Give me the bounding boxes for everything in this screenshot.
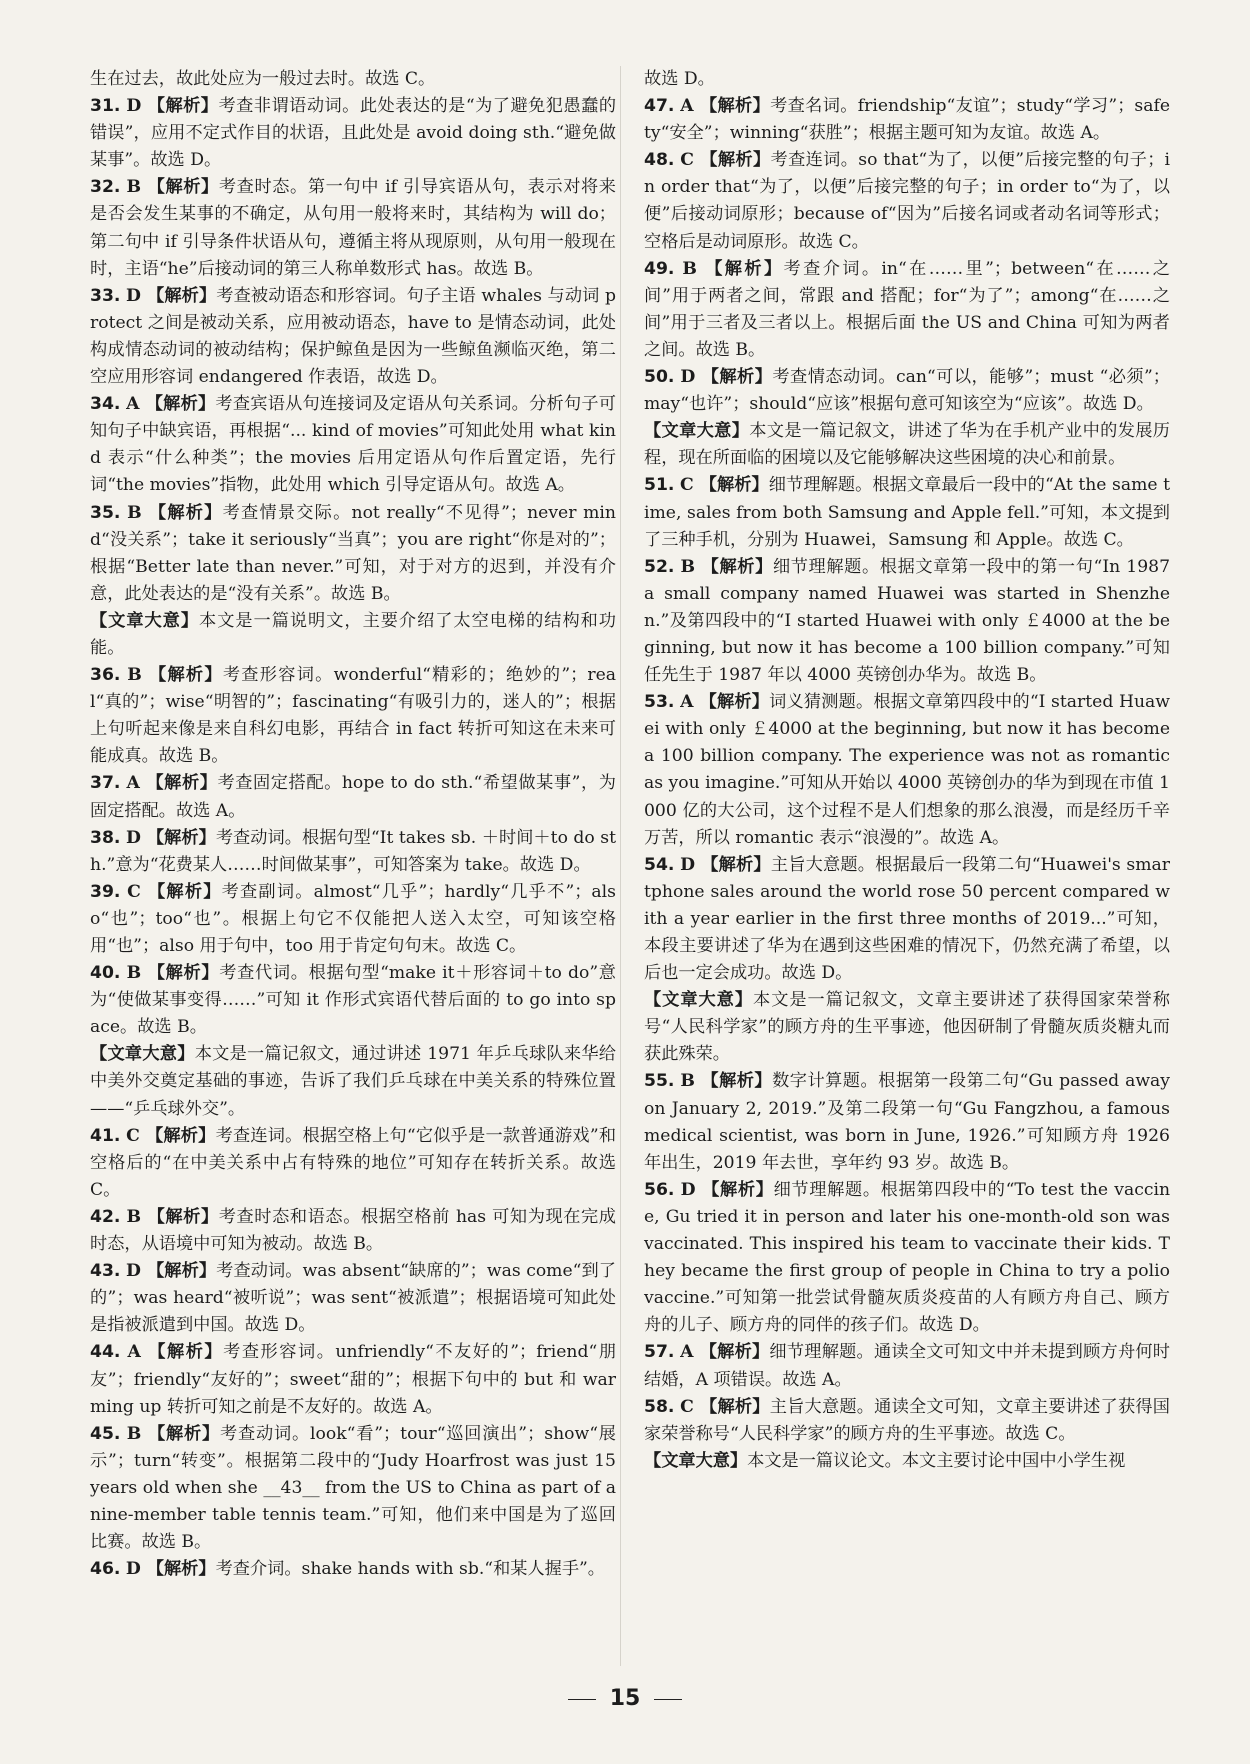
- entry-text: 考查连词。根据空格上句“它似乎是一款普通游戏”和空格后的“在中美关系中占有特殊的地位”可知存在转折关系。故选 C。: [90, 1125, 617, 1200]
- answer-entry: [644, 66, 1170, 93]
- answer-tag: A 【解析】: [680, 1342, 770, 1363]
- entry-text: 考查被动语态和形容词。句子主语 whales 与动词 protect 之间是被动关系，应用被动语态，have to 是情态动词，此处构成情态动词的被动结构；保护鲸鱼是因为一些鲸鱼濒临灭绝，第二空应用形容词 endangered 作表语，故选 D。: [90, 285, 617, 388]
- passage-summary: [644, 418, 1170, 472]
- answer-tag: D 【解析】: [126, 96, 219, 117]
- question-number: 50.: [644, 367, 675, 388]
- answer-entry: [644, 364, 1170, 418]
- entry-text: 考查情景交际。not really“不见得”；never mind“没关系”；take it seriously“当真”；you are right“你是对的”；根据“Better late than never.”可知，对于对方的迟到，并没有介意，此处表达的是“没有关系”。故选 B。: [90, 502, 617, 604]
- page-footer: [0, 1686, 1250, 1711]
- question-number: 32.: [90, 177, 121, 198]
- answer-entry: [90, 1556, 616, 1583]
- answer-entry: [644, 554, 1170, 689]
- question-number: 55.: [644, 1071, 675, 1092]
- question-number: 49.: [644, 258, 675, 279]
- question-number: 38.: [90, 827, 121, 848]
- question-number: 48.: [644, 150, 675, 171]
- entry-text: 考查动词。look“看”；tour“巡回演出”；show“展示”；turn“转变”。根据第二段中的“Judy Hoarfrost was just 15 years old when she __43__ from the US to China as part of a nine-member table tennis team.”可知，他们来中国是为了巡回比赛。故选 B。: [90, 1423, 616, 1553]
- entry-text: 细节理解题。通读全文可知文中并未提到顾方舟何时结婚，A 项错误。故选 A。: [644, 1342, 1170, 1390]
- answer-entry: [90, 825, 616, 879]
- passage-summary: [644, 987, 1170, 1068]
- answer-tag: D 【解析】: [680, 854, 771, 875]
- right-column: [644, 66, 1170, 1475]
- answer-tag: C 【解析】: [680, 1396, 770, 1417]
- left-column: [90, 66, 616, 1583]
- summary-tag: 【文章大意】: [644, 1450, 748, 1471]
- answer-entry: [90, 1421, 616, 1556]
- question-number: 37.: [90, 773, 121, 794]
- question-number: 51.: [644, 475, 675, 496]
- answer-entry: [90, 770, 616, 824]
- question-number: 42.: [90, 1206, 121, 1227]
- entry-text: 细节理解题。根据文章第一段中的第一句“In 1987 a small company named Huawei was started in Shenzhen.”及第四段中的“I started Huawei with only ￡4000 at the beginning, but now it has become a 100 billion company.”可知任先生于 1987 年以 4000 英镑创办华为。故选 B。: [644, 556, 1171, 686]
- entry-text: 考查宾语从句连接词及定语从句关系词。分析句子可知句子中缺宾语，再根据“... kind of movies”可知此处用 what kind 表示“什么种类”；the movies 后用定语从句作后置定语，先行词“the movies”指物，此处用 which 引导定语从句。故选 A。: [90, 394, 616, 496]
- passage-summary: [90, 1041, 616, 1122]
- answer-tag: B 【解析】: [682, 258, 784, 279]
- answer-tag: A 【解析】: [127, 1342, 224, 1363]
- answer-tag: D 【解析】: [680, 1179, 774, 1200]
- question-number: 43.: [90, 1261, 121, 1282]
- question-number: 35.: [90, 502, 121, 523]
- question-number: 39.: [90, 881, 121, 902]
- question-number: 36.: [90, 665, 121, 686]
- answer-entry: [90, 391, 616, 499]
- entry-text: 本文是一篇议论文。本文主要讨论中国中小学生视: [747, 1450, 1126, 1471]
- answer-tag: A 【解析】: [680, 96, 771, 117]
- question-number: 46.: [90, 1559, 121, 1580]
- question-number: 41.: [90, 1125, 121, 1146]
- question-number: 31.: [90, 96, 121, 117]
- entry-text: 考查形容词。wonderful“精彩的；绝妙的”；real“真的”；wise“明智的”；fascinating“有吸引力的，迷人的”；根据上句听起来像是来自科幻电影，再结合 in fact 转折可知这在未来可能成真。故选 B。: [90, 665, 616, 767]
- summary-tag: 【文章大意】: [90, 610, 200, 631]
- answer-entry: [644, 852, 1170, 987]
- passage-summary: [90, 608, 616, 662]
- answer-entry: [90, 93, 616, 174]
- question-number: 34.: [90, 394, 121, 415]
- question-number: 53.: [644, 692, 675, 713]
- answer-tag: B 【解析】: [127, 502, 223, 523]
- entry-text: 主旨大意题。根据最后一段第二句“Huawei's smartphone sales around the world rose 50 percent compared with a year earlier in the first three months of 2019...”可知，本段主要讲述了华为在遇到这些困难的情况下，仍然充满了希望，以后也一定会成功。故选 D。: [644, 854, 1170, 984]
- summary-tag: 【文章大意】: [90, 1044, 195, 1065]
- footer-dash-left: [568, 1699, 596, 1700]
- entry-text: 考查固定搭配。hope to do sth.“希望做某事”，为固定搭配。故选 A。: [90, 773, 616, 821]
- answer-entry: [644, 1068, 1170, 1176]
- question-number: 33.: [90, 285, 121, 306]
- answer-tag: C 【解析】: [680, 150, 771, 171]
- answer-tag: A 【解析】: [126, 773, 218, 794]
- answer-tag: D 【解析】: [126, 285, 217, 306]
- answer-entry: [90, 174, 616, 282]
- entry-text: 考查副词。almost“几乎”；hardly“几乎不”；also“也”；too“也”。根据上句它不仅能把人送入太空，可知该空格用“也”；also 用于句中，too 用于肯定句句末。故选 C。: [90, 881, 616, 956]
- answer-tag: C 【解析】: [127, 881, 222, 902]
- entry-text: 细节理解题。根据第四段中的“To test the vaccine, Gu tried it in person and later his one-month-old son was vaccinated. This inspired his team to vaccinate their kids. They became the first group of people in China to try a polio vaccine.”可知第一批尝试骨髓灰质炎疫苗的人有顾方舟自己、顾方舟的儿子、顾方舟的同伴的孩子们。故选 D。: [644, 1179, 1171, 1336]
- answer-tag: A 【解析】: [680, 692, 770, 713]
- answer-entry: [644, 472, 1170, 553]
- answer-tag: B 【解析】: [126, 1423, 221, 1444]
- entry-text: 本文是一篇记叙文，文章主要讲述了获得国家荣誉称号“人民科学家”的顾方舟的生平事迹，他因研制了骨髓灰质炎糖丸而获此殊荣。: [644, 990, 1170, 1065]
- question-number: 54.: [644, 854, 675, 875]
- answer-entry: [90, 1339, 616, 1420]
- answer-entry: [90, 960, 616, 1041]
- entry-text: 本文是一篇说明文，主要介绍了太空电梯的结构和功能。: [90, 610, 616, 658]
- entry-text: 生在过去，故此处应为一般过去时。故选 C。: [90, 69, 436, 89]
- answer-tag: D 【解析】: [126, 1261, 217, 1282]
- answer-entry: [644, 1394, 1170, 1448]
- entry-text: 考查连词。so that“为了，以便”后接完整的句子；in order that“为了，以便”后接完整的句子；in order to“为了，以便”后接动词原形；because of“因为”后接名词或者动名词等形式；空格后是动词原形。故选 C。: [644, 150, 1170, 252]
- answer-tag: B 【解析】: [127, 665, 223, 686]
- question-number: 47.: [644, 96, 675, 117]
- entry-text: 考查动词。was absent“缺席的”；was come“到了的”；was heard“被听说”；was sent“被派遣”；根据语境可知此处是指被派遣到中国。故选 D。: [90, 1261, 616, 1336]
- entry-text: 考查介词。in“在……里”；between“在……之间”用于两者之间，常跟 and 搭配；for“为了”；among“在……之间”用于三者及三者以上。根据后面 the US and China 可知为两者之间。故选 B。: [644, 258, 1170, 360]
- answer-tag: C 【解析】: [126, 1125, 216, 1146]
- answer-tag: B 【解析】: [126, 963, 220, 984]
- entry-text: 故选 D。: [644, 69, 715, 89]
- summary-tag: 【文章大意】: [644, 421, 750, 442]
- answer-entry: [644, 689, 1170, 852]
- answer-entry: [90, 879, 616, 960]
- answer-entry: [644, 1339, 1170, 1393]
- entry-text: 考查时态和语态。根据空格前 has 可知为现在完成时态，从语境中可知为被动。故选 B。: [90, 1206, 616, 1255]
- answer-tag: A 【解析】: [126, 394, 216, 415]
- answer-entry: [90, 283, 616, 391]
- answer-entry: [90, 1123, 616, 1204]
- entry-text: 考查时态。第一句中 if 引导宾语从句，表示对将来是否会发生某事的不确定，从句用一般将来时，其结构为 will do；第二句中 if 引导条件状语从句，遵循主将从现原则，从句用一般现在时，主语“he”后接动词的第三人称单数形式 has。故选 B。: [90, 177, 616, 279]
- passage-summary: [644, 1448, 1170, 1475]
- answer-tag: D 【解析】: [680, 367, 773, 388]
- question-number: 57.: [644, 1342, 675, 1363]
- question-number: 40.: [90, 963, 121, 984]
- answer-entry: [644, 147, 1170, 255]
- answer-entry: [90, 66, 616, 93]
- column-divider: [620, 66, 621, 1666]
- answer-tag: B 【解析】: [680, 556, 773, 577]
- answer-entry: [90, 1204, 616, 1258]
- question-number: 56.: [644, 1179, 675, 1200]
- answer-tag: C 【解析】: [680, 475, 769, 496]
- entry-text: 考查动词。根据句型“It takes sb. ＋时间＋to do sth.”意为“花费某人……时间做某事”，可知答案为 take。故选 D。: [90, 827, 617, 875]
- answer-tag: D 【解析】: [125, 827, 216, 848]
- answer-entry: [90, 1258, 616, 1339]
- question-number: 45.: [90, 1423, 121, 1444]
- entry-text: 考查名词。friendship“友谊”；study“学习”；safety“安全”；winning“获胜”；根据主题可知为友谊。故选 A。: [644, 96, 1170, 144]
- answer-entry: [644, 256, 1170, 364]
- entry-text: 考查介词。shake hands with sb.“和某人握手”。: [215, 1559, 605, 1580]
- answer-tag: D 【解析】: [125, 1559, 216, 1580]
- entry-text: 细节理解题。根据文章最后一段中的“At the same time, sales from both Samsung and Apple fell.”可知，本文提到了三种手机，分别为 Huawei，Samsung 和 Apple。故选 C。: [644, 475, 1170, 550]
- question-number: 52.: [644, 556, 675, 577]
- entry-text: 主旨大意题。通读全文可知，文章主要讲述了获得国家荣誉称号“人民科学家”的顾方舟的生平事迹。故选 C。: [644, 1396, 1170, 1444]
- answer-entry: [90, 500, 616, 608]
- entry-text: 考查代词。根据句型“make it＋形容词＋to do”意为“使做某事变得……”可知 it 作形式宾语代替后面的 to go into space。故选 B。: [90, 963, 616, 1038]
- answer-entry: [644, 1177, 1170, 1340]
- entry-text: 考查情态动词。can“可以，能够”；must “必须”；may“也许”；should“应该”根据句意可知该空为“应该”。故选 D。: [644, 367, 1170, 415]
- entry-text: 词义猜测题。根据文章第四段中的“I started Huawei with only ￡4000 at the beginning, but now it has become a 100 billion company. The experience was not as romantic as you imagine.”可知从开始以 4000 英镑创办的华为到现在市值 1000 亿的大公司，这个过程不是人们想象的那么浪漫，而是经历千辛万苦，所以 romantic 表示“浪漫的”。故选 A。: [644, 692, 1170, 848]
- answer-tag: B 【解析】: [126, 177, 219, 198]
- page-number: 15: [609, 1686, 641, 1711]
- answer-entry: [644, 93, 1170, 147]
- footer-dash-right: [654, 1699, 682, 1700]
- question-number: 44.: [90, 1342, 121, 1363]
- entry-text: 数字计算题。根据第一段第二句“Gu passed away on January 2, 2019.”及第二段第一句“Gu Fangzhou, a famous medical scientist, was born in June, 1926.”可知顾方舟 1926 年出生，2019 年去世，享年约 93 岁。故选 B。: [644, 1071, 1171, 1173]
- entry-text: 考查非谓语动词。此处表达的是“为了避免犯愚蠢的错误”，应用不定式作目的状语，且此处是 avoid doing sth.“避免做某事”。故选 D。: [90, 96, 617, 171]
- entry-text: 考查形容词。unfriendly“不友好的”；friend“朋友”；friendly“友好的”；sweet“甜的”；根据下句中的 but 和 warming up 转折可知之前是不友好的。故选 A。: [90, 1342, 617, 1417]
- entry-text: 本文是一篇记叙文，讲述了华为在手机产业中的发展历程，现在所面临的困境以及它能够解决这些困境的决心和前景。: [644, 421, 1170, 469]
- answer-entry: [90, 662, 616, 770]
- summary-tag: 【文章大意】: [644, 990, 754, 1011]
- question-number: 58.: [644, 1396, 675, 1417]
- answer-tag: B 【解析】: [126, 1206, 219, 1227]
- entry-text: 本文是一篇记叙文，通过讲述 1971 年乒乓球队来华给中美外交奠定基础的事迹，告诉了我们乒乓球在中美关系的特殊位置——“乒乓球外交”。: [90, 1044, 616, 1119]
- answer-tag: B 【解析】: [680, 1071, 773, 1092]
